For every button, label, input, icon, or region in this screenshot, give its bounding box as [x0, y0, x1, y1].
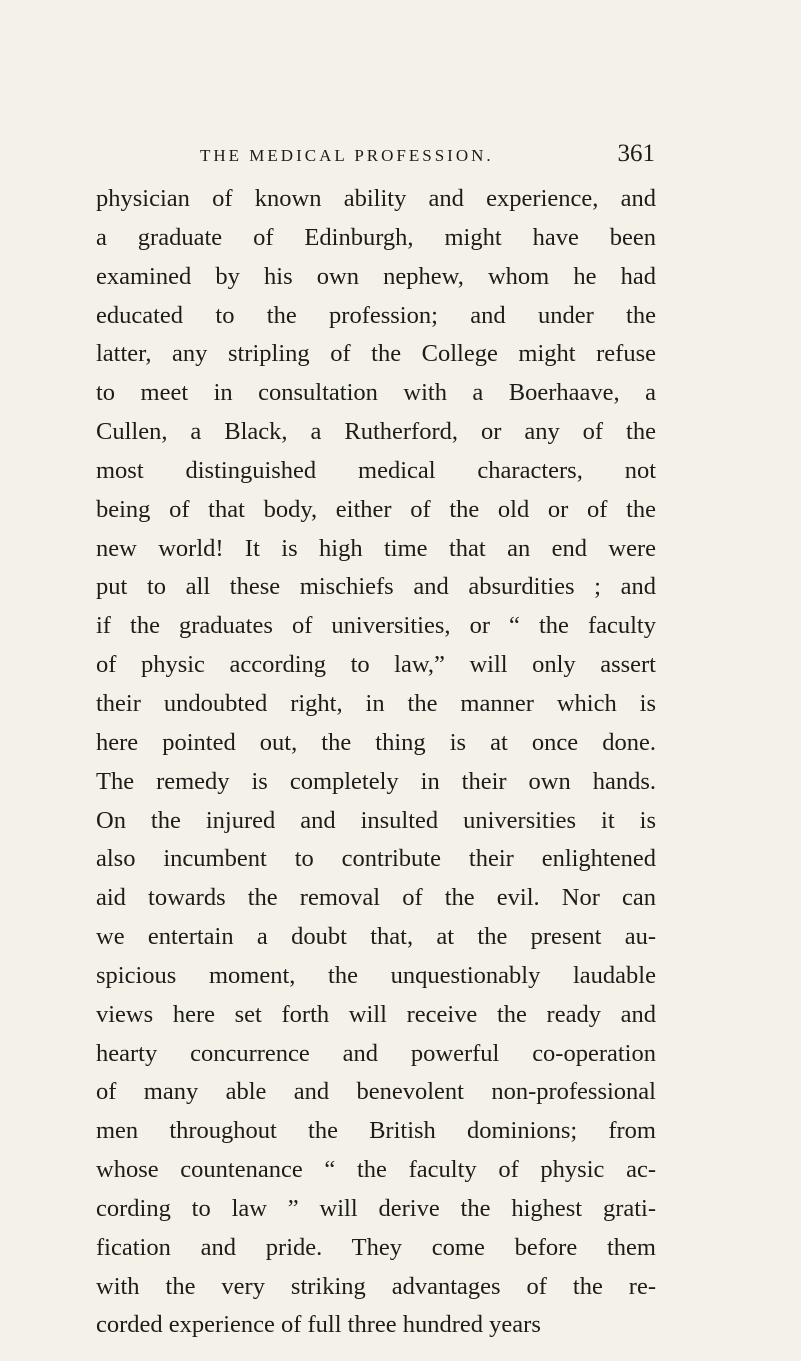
running-title: THE MEDICAL PROFESSION.: [200, 146, 494, 165]
text-line: hearty concurrence and powerful co-operation: [96, 1039, 656, 1067]
text-line: with the very striking advantages of the re-: [96, 1272, 656, 1300]
text-line: their undoubted right, in the manner which is: [96, 689, 656, 717]
text-line: The remedy is completely in their own hands.: [96, 767, 656, 795]
text-line: examined by his own nephew, whom he had: [96, 262, 656, 290]
text-line: cording to law ” will derive the highest grati-: [96, 1194, 656, 1222]
text-line: here pointed out, the thing is at once done.: [96, 728, 656, 756]
text-line: put to all these mischiefs and absurdities ; and: [96, 573, 656, 601]
text-line: spicious moment, the unquestionably laudable: [96, 961, 656, 989]
text-line: most distinguished medical characters, not: [96, 456, 656, 484]
text-line: Cullen, a Black, a Rutherford, or any of the: [96, 418, 656, 446]
text-line: fication and pride. They come before them: [96, 1233, 656, 1261]
text-line: educated to the profession; and under the: [96, 301, 656, 329]
text-line: a graduate of Edinburgh, might have been: [96, 223, 656, 251]
text-line: new world! It is high time that an end were: [96, 534, 656, 562]
text-line: aid towards the removal of the evil. Nor can: [96, 884, 656, 912]
page-number: 361: [617, 140, 655, 167]
running-head: [200, 140, 655, 172]
text-line: whose countenance “ the faculty of physic ac-: [96, 1156, 656, 1184]
text-line: also incumbent to contribute their enlightened: [96, 845, 656, 873]
body-text: [96, 180, 656, 1345]
text-line: of many able and benevolent non-professional: [96, 1078, 656, 1106]
text-line: corded experience of full three hundred years: [96, 1311, 541, 1339]
text-line: latter, any stripling of the College might refuse: [96, 340, 656, 368]
text-line: to meet in consultation with a Boerhaave, a: [96, 379, 656, 407]
text-line: men throughout the British dominions; from: [96, 1117, 656, 1145]
text-line: we entertain a doubt that, at the present au-: [96, 923, 656, 951]
text-line: if the graduates of universities, or “ the faculty: [96, 612, 656, 640]
text-line: views here set forth will receive the ready and: [96, 1000, 656, 1028]
text-line: physician of known ability and experience, and: [96, 185, 656, 212]
text-line: being of that body, either of the old or of the: [96, 495, 656, 523]
text-line: of physic according to law,” will only assert: [96, 651, 656, 679]
text-line: On the injured and insulted universities it is: [96, 806, 656, 834]
